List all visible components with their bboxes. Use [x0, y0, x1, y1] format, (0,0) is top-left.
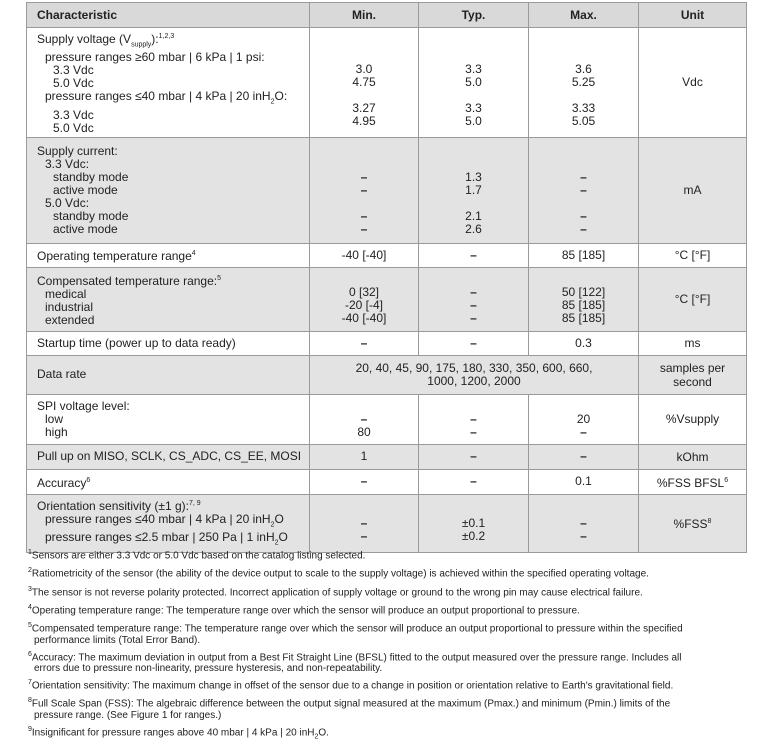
- pull-up-min: 1: [310, 444, 419, 469]
- spi-min-cell: [310, 394, 419, 444]
- accuracy-unit: [639, 469, 747, 494]
- footnote-5: [28, 620, 748, 645]
- row-supply-current: [27, 137, 747, 243]
- sv-min-50b: 4.95: [352, 113, 376, 128]
- comp-max-medical: 50 [122]: [561, 285, 606, 300]
- or-min-dash-2: –: [360, 528, 368, 543]
- fn9-sub: 2: [314, 732, 319, 740]
- row-spi-voltage: [27, 394, 747, 444]
- op-temp-unit: °C [°F]: [639, 243, 747, 267]
- row-compensated-temp: [27, 267, 747, 331]
- sc-typ-standby-33: 1.3: [465, 169, 482, 184]
- row-data-rate: [27, 355, 747, 394]
- sc-typ-standby-50: 2.1: [465, 208, 482, 223]
- or-r2-sub: 2: [274, 539, 279, 547]
- comp-typ-dash-2: –: [470, 298, 477, 313]
- or-min-dash-1: –: [360, 515, 368, 530]
- fn5-text-a: Compensated temperature range: The temperature range over which the sensor will produce an output proportional to pressure within the specified: [31, 623, 683, 635]
- startup-typ-dash: –: [470, 335, 477, 350]
- row-accuracy: [27, 469, 747, 494]
- accuracy-label: [27, 469, 310, 494]
- startup-min: [310, 331, 419, 355]
- sv-min-33b: 3.27: [352, 100, 376, 115]
- sc-max-cell: [529, 137, 639, 243]
- sv-max-50b: 5.05: [571, 113, 596, 128]
- footnote-2: [28, 565, 748, 579]
- fn6-text-a: Accuracy: The maximum deviation in output from a Best Fit Straight Line (BFSL) fitted to the output measured over the pressure range. Includes all: [31, 651, 682, 663]
- sv-typ-33b: 3.3: [465, 100, 482, 115]
- supply-current-label: [27, 137, 310, 243]
- pull-up-typ-dash: –: [470, 449, 477, 464]
- sc-5v0: 5.0 Vdc:: [45, 195, 90, 210]
- comp-min-cell: [310, 267, 419, 331]
- sv-max-50: 5.25: [571, 74, 596, 89]
- sc-typ-active-50: 2.6: [465, 221, 482, 236]
- sc-min-dash-3: –: [360, 208, 368, 223]
- startup-label: Startup time (power up to data ready): [27, 331, 310, 355]
- accuracy-typ: [419, 469, 529, 494]
- comp-min-medical: 0 [32]: [348, 285, 380, 300]
- or-max-dash-2: –: [580, 528, 587, 543]
- accuracy-sup: 6: [86, 476, 91, 484]
- op-temp-sup: 4: [191, 250, 196, 258]
- or-r1-sub: 2: [270, 521, 275, 529]
- sv-3v3: 3.3 Vdc: [53, 63, 94, 78]
- sv-min-33: 3.0: [355, 61, 373, 76]
- op-temp-typ: [419, 243, 529, 267]
- comp-max-extended: 85 [185]: [561, 311, 606, 326]
- comp-min-extended: -40 [-40]: [341, 311, 387, 326]
- sv-5v0-b: 5.0 Vdc: [53, 120, 94, 135]
- orientation-title: [37, 497, 303, 513]
- supply-voltage-title: [37, 30, 303, 51]
- or-r1-a: pressure ranges ≤40 mbar | 4 kPa | 20 inH: [45, 511, 271, 526]
- sc-active-50: active mode: [53, 221, 118, 236]
- sc-standby-33: standby mode: [53, 169, 129, 184]
- comp-typ-dash-3: –: [470, 311, 477, 326]
- sv-max-cell: [529, 28, 639, 138]
- data-rate-label: Data rate: [27, 355, 310, 394]
- specifications-table: [26, 2, 747, 553]
- row-startup-time: [27, 331, 747, 355]
- spi-typ-cell: [419, 394, 529, 444]
- sv-title-sup: 1,2,3: [158, 33, 175, 40]
- footnote-8: [28, 695, 748, 720]
- footnote-6: [28, 649, 748, 674]
- spi-min-low-dash: –: [360, 411, 368, 426]
- startup-max: 0.3: [529, 331, 639, 355]
- footnote-1: [28, 547, 748, 561]
- orientation-unit: [639, 494, 747, 552]
- fn2-sup: 2: [28, 567, 32, 575]
- fn4-text: Operating temperature range: The temperature range over which the sensor will produce an output proportional to pressure.: [31, 605, 580, 617]
- accuracy-min-dash: –: [360, 474, 368, 489]
- sc-min-dash-1: –: [360, 169, 368, 184]
- orientation-max-cell: [529, 494, 639, 552]
- header-min: Min.: [310, 3, 419, 28]
- spi-max-low: 20: [576, 411, 591, 426]
- orientation-unit-text: %FSS: [673, 517, 708, 532]
- orientation-title-text: Orientation sensitivity (±1 g):: [37, 498, 189, 513]
- fn7-text: Orientation sensitivity: The maximum change in offset of the sensor due to a change in position or orientation relative to Earth's gravitational field.: [31, 680, 674, 692]
- op-temp-max: 85 [185]: [529, 243, 639, 267]
- data-rate-values: [310, 355, 639, 394]
- sv-typ-cell: [419, 28, 529, 138]
- op-temp-text: Operating temperature range: [37, 249, 192, 264]
- sc-max-dash-4: –: [580, 221, 587, 236]
- fn3-text: The sensor is not reverse polarity protected. Incorrect application of supply voltage or ground to the wrong pin may cause electrical failure.: [31, 586, 643, 598]
- op-temp-typ-dash: –: [470, 247, 477, 262]
- comp-temp-label: [27, 267, 310, 331]
- pull-up-label: Pull up on MISO, SCLK, CS_ADC, CS_EE, MOSI: [27, 444, 310, 469]
- row-operating-temp: [27, 243, 747, 267]
- footnote-9: [28, 724, 748, 742]
- sv-typ-50b: 5.0: [465, 113, 482, 128]
- orientation-min-cell: [310, 494, 419, 552]
- fn8-text-a: Full Scale Span (FSS): The algebraic difference between the output signal measured at the maximum (Pmax.) and minimum (Pmin.) limits of the: [31, 698, 671, 710]
- comp-temp-sup: 5: [217, 274, 222, 282]
- sv-title-sub: supply: [131, 41, 152, 49]
- sc-typ-cell: [419, 137, 529, 243]
- accuracy-min: [310, 469, 419, 494]
- header-typ: Typ.: [419, 3, 529, 28]
- sv-range2-sub: 2: [270, 98, 275, 106]
- sv-range2-b: O:: [274, 89, 288, 104]
- comp-unit: °C [°F]: [639, 267, 747, 331]
- or-typ-2: ±0.2: [461, 528, 486, 543]
- comp-medical: medical: [45, 286, 87, 301]
- fn1-sup: 1: [28, 549, 32, 556]
- sv-min-50: 4.75: [352, 74, 376, 89]
- sv-title-a: Supply voltage (V: [37, 32, 132, 46]
- fn4-sup: 4: [28, 603, 32, 611]
- spi-title: SPI voltage level:: [37, 398, 130, 413]
- comp-typ-dash-1: –: [470, 285, 477, 300]
- comp-extended: extended: [45, 312, 95, 327]
- row-supply-voltage: [27, 28, 747, 138]
- sc-title: Supply current:: [37, 143, 118, 158]
- supply-voltage-label: [27, 28, 310, 138]
- spi-unit: %Vsupply: [639, 394, 747, 444]
- footnote-3: [28, 584, 748, 598]
- comp-min-industrial: -20 [-4]: [344, 298, 383, 313]
- accuracy-unit-sup: 6: [724, 476, 729, 484]
- sc-active-33: active mode: [53, 182, 118, 197]
- sc-3v3: 3.3 Vdc:: [45, 156, 90, 171]
- spi-low: low: [45, 411, 64, 426]
- footnote-4: [28, 602, 748, 616]
- sv-5v0: 5.0 Vdc: [53, 76, 94, 91]
- fn9-text-a: Insignificant for pressure ranges above 40 mbar | 4 kPa | 20 inH: [31, 726, 315, 738]
- sv-range2: [37, 90, 303, 108]
- orientation-label: [27, 494, 310, 552]
- header-characteristic: Characteristic: [27, 3, 310, 28]
- accuracy-text: Accuracy: [37, 475, 87, 490]
- sv-typ-33: 3.3: [465, 61, 482, 76]
- sv-max-33: 3.6: [575, 61, 592, 76]
- sc-unit: mA: [639, 137, 747, 243]
- comp-max-cell: [529, 267, 639, 331]
- orientation-range1: [37, 513, 303, 531]
- op-temp-min: -40 [-40]: [310, 243, 419, 267]
- footnote-7: [28, 677, 748, 691]
- data-rate-unit-1: samples per: [659, 360, 726, 375]
- sv-3v3-b: 3.3 Vdc: [53, 107, 94, 122]
- spi-min-high: 80: [357, 424, 371, 439]
- op-temp-label: [27, 243, 310, 267]
- fn6-sup: 6: [28, 650, 32, 658]
- row-orientation: [27, 494, 747, 552]
- startup-unit: ms: [639, 331, 747, 355]
- pull-up-typ: [419, 444, 529, 469]
- accuracy-unit-text: %FSS BFSL: [656, 475, 725, 490]
- data-rate-line2: 1000, 1200, 2000: [427, 373, 521, 388]
- sc-max-dash-1: –: [580, 169, 587, 184]
- orientation-unit-sup: 8: [707, 518, 712, 526]
- data-rate-unit-2: second: [673, 374, 712, 389]
- data-rate-unit: [639, 355, 747, 394]
- or-r2-b: O: [278, 530, 288, 545]
- fn2-text: Ratiometricity of the sensor (the ability of the device output to scale to the supply voltage) is achieved within the specified operating voltage.: [31, 568, 649, 580]
- sv-typ-50: 5.0: [465, 74, 482, 89]
- sc-min-cell: [310, 137, 419, 243]
- spi-typ-dash-1: –: [470, 411, 477, 426]
- sc-standby-50: standby mode: [53, 208, 129, 223]
- pull-up-max: [529, 444, 639, 469]
- fn9-text-b: O.: [318, 726, 329, 738]
- spi-typ-dash-2: –: [470, 424, 477, 439]
- spi-max-cell: [529, 394, 639, 444]
- sc-typ-active-33: 1.7: [465, 182, 482, 197]
- comp-max-industrial: 85 [185]: [561, 298, 606, 313]
- sc-max-dash-2: –: [580, 182, 587, 197]
- sv-range2-a: pressure ranges ≤40 mbar | 4 kPa | 20 inH: [45, 89, 271, 104]
- spi-label: [27, 394, 310, 444]
- fn5-text-b: performance limits (Total Error Band).: [34, 634, 201, 646]
- orientation-sup: 7, 9: [188, 499, 201, 507]
- fn8-text-b: pressure range. (See Figure 1 for ranges.): [34, 709, 222, 721]
- comp-temp-title-text: Compensated temperature range:: [37, 273, 218, 288]
- comp-temp-title: [37, 272, 303, 288]
- accuracy-typ-dash: –: [470, 474, 477, 489]
- orientation-typ-cell: [419, 494, 529, 552]
- sv-range1: pressure ranges ≥60 mbar | 6 kPa | 1 psi:: [45, 50, 265, 65]
- pull-up-max-dash: –: [580, 449, 587, 464]
- fn7-sup: 7: [28, 678, 32, 686]
- spi-max-high-dash: –: [580, 424, 587, 439]
- sc-min-dash-4: –: [360, 221, 368, 236]
- fn9-sup: 9: [28, 725, 32, 733]
- fn3-sup: 3: [28, 585, 32, 593]
- sv-max-33b: 3.33: [571, 100, 596, 115]
- or-typ-1: ±0.1: [461, 515, 486, 530]
- fn1-text: Sensors are either 3.3 Vdc or 5.0 Vdc based on the catalog listing selected.: [31, 550, 366, 562]
- sc-max-dash-3: –: [580, 208, 587, 223]
- fn6-text-b: errors due to pressure non-linearity, pressure hysteresis, and non-repeatability.: [34, 662, 383, 674]
- fn5-sup: 5: [28, 622, 32, 630]
- comp-typ-cell: [419, 267, 529, 331]
- sv-unit: Vdc: [639, 28, 747, 138]
- row-pull-up: [27, 444, 747, 469]
- header-unit: Unit: [639, 3, 747, 28]
- fn8-sup: 8: [28, 697, 32, 705]
- or-r2-a: pressure ranges ≤2.5 mbar | 250 Pa | 1 inH: [45, 530, 275, 545]
- sv-min-cell: [310, 28, 419, 138]
- or-max-dash-1: –: [580, 515, 587, 530]
- header-row: [27, 3, 747, 28]
- footnotes: [28, 547, 748, 746]
- sc-min-dash-2: –: [360, 182, 368, 197]
- comp-industrial: industrial: [45, 299, 94, 314]
- accuracy-max: 0.1: [529, 469, 639, 494]
- or-r1-b: O: [274, 511, 284, 526]
- header-max: Max.: [529, 3, 639, 28]
- pull-up-unit: kOhm: [639, 444, 747, 469]
- startup-typ: [419, 331, 529, 355]
- data-rate-line1: 20, 40, 45, 90, 175, 180, 330, 350, 600, 660,: [355, 360, 593, 375]
- spi-high: high: [45, 424, 68, 439]
- sv-title-b: ):: [151, 32, 159, 46]
- startup-min-dash: –: [360, 335, 368, 350]
